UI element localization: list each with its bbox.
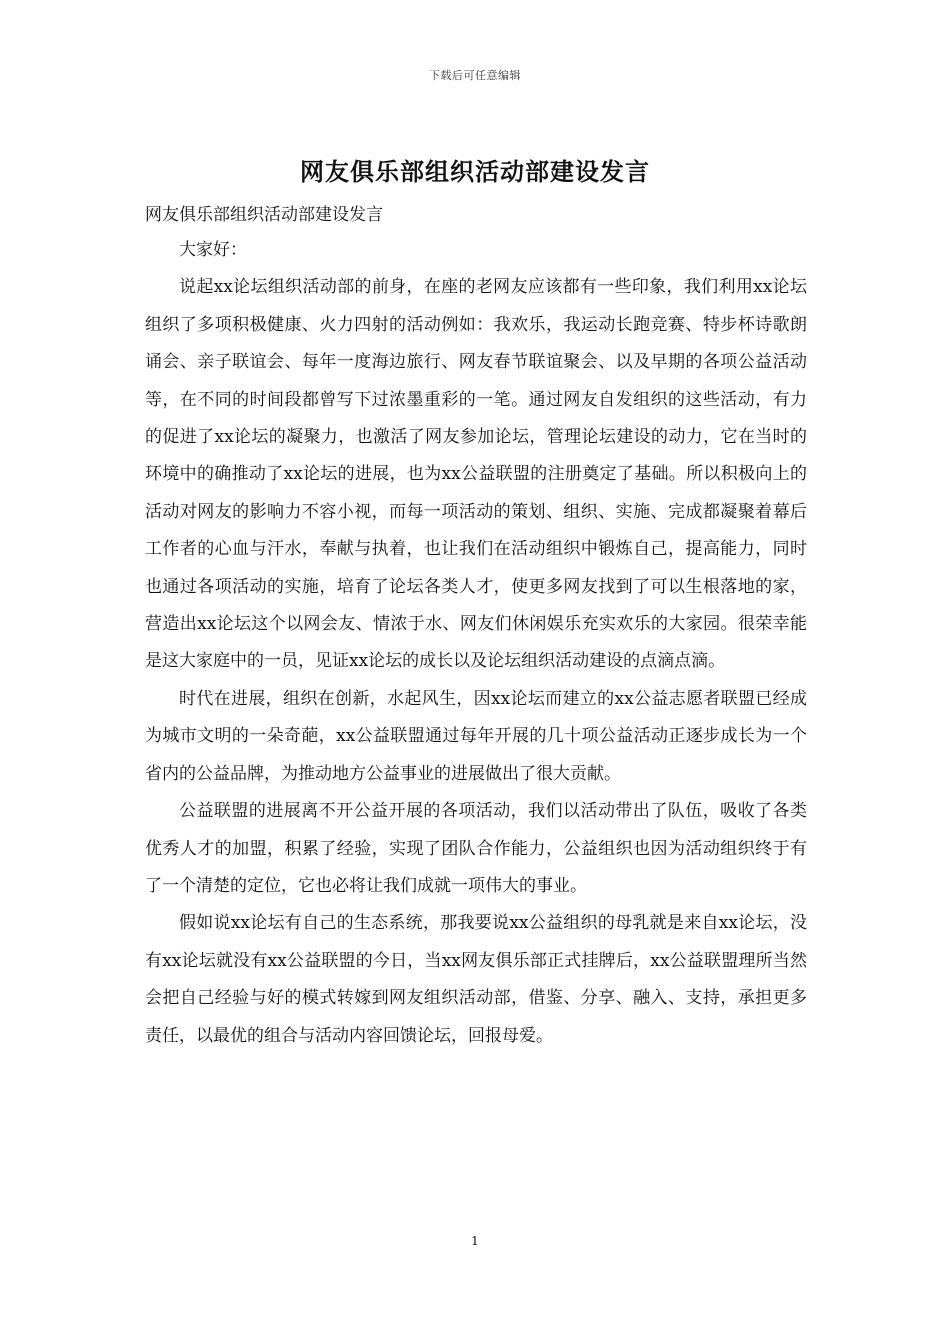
header-note: 下载后可任意编辑 bbox=[429, 69, 521, 82]
greeting-paragraph: 大家好： bbox=[179, 240, 247, 260]
body-paragraph: 说起xx论坛组织活动部的前身，在座的老网友应该都有一些印象，我们利用xx论坛组织了多项积极健康、火力四射的活动例如：我欢乐，我运动长跑竞赛、特步杯诗歌朗诵会、亲子联谊会、每年一度海边旅行、网友春节联谊聚会、以及早期的各项公益活动等，在不同的时间段都曾写下过浓墨重彩的一笔。通过网友自发组织的这些活动，有力的促进了xx论坛的凝聚力，也激活了网友参加论坛，管理论坛建设的动力，它在当时的环境中的确推动了xx论坛的进展，也为xx公益联盟的注册奠定了基础。所以积极向上的活动对网友的影响力不容小视，而每一项活动的策划、组织、实施、完成都凝聚着幕后工作者的心血与汗水，奉献与执着，也让我们在活动组织中锻炼自己，提高能力，同时也通过各项活动的实施，培育了论坛各类人才，使更多网友找到了可以生根落地的家，营造出xx论坛这个以网会友、情浓于水、网友们休闲娱乐充实欢乐的大家园。很荣幸能是这大家庭中的一员，见证xx论坛的成长以及论坛组织活动建设的点滴点滴。 bbox=[145, 277, 807, 672]
page-number: 1 bbox=[471, 1234, 479, 1248]
body-paragraph: 公益联盟的进展离不开公益开展的各项活动，我们以活动带出了队伍，吸收了各类优秀人才的加盟，积累了经验，实现了团队合作能力，公益组织也因为活动组织终于有了一个清楚的定位，它也必将让我们成就一项伟大的事业。 bbox=[145, 801, 807, 896]
document-title: 网友俱乐部组织活动部建设发言 bbox=[300, 157, 650, 186]
document-body bbox=[145, 232, 807, 1055]
body-paragraph: 假如说xx论坛有自己的生态系统，那我要说xx公益组织的母乳就是来自xx论坛，没有xx论坛就没有xx公益联盟的今日，当xx网友俱乐部正式挂牌后，xx公益联盟理所当然会把自己经验与好的模式转嫁到网友组织活动部，借鉴、分享、融入、支持，承担更多责任，以最优的组合与活动内容回馈论坛，回报母爱。 bbox=[145, 913, 807, 1046]
document-subtitle: 网友俱乐部组织活动部建设发言 bbox=[145, 205, 383, 225]
body-paragraph: 时代在进展，组织在创新，水起风生，因xx论坛而建立的xx公益志愿者联盟已经成为城市文明的一朵奇葩，xx公益联盟通过每年开展的几十项公益活动正逐步成长为一个省内的公益品牌，为推动地方公益事业的进展做出了很大贡献。 bbox=[145, 688, 807, 784]
